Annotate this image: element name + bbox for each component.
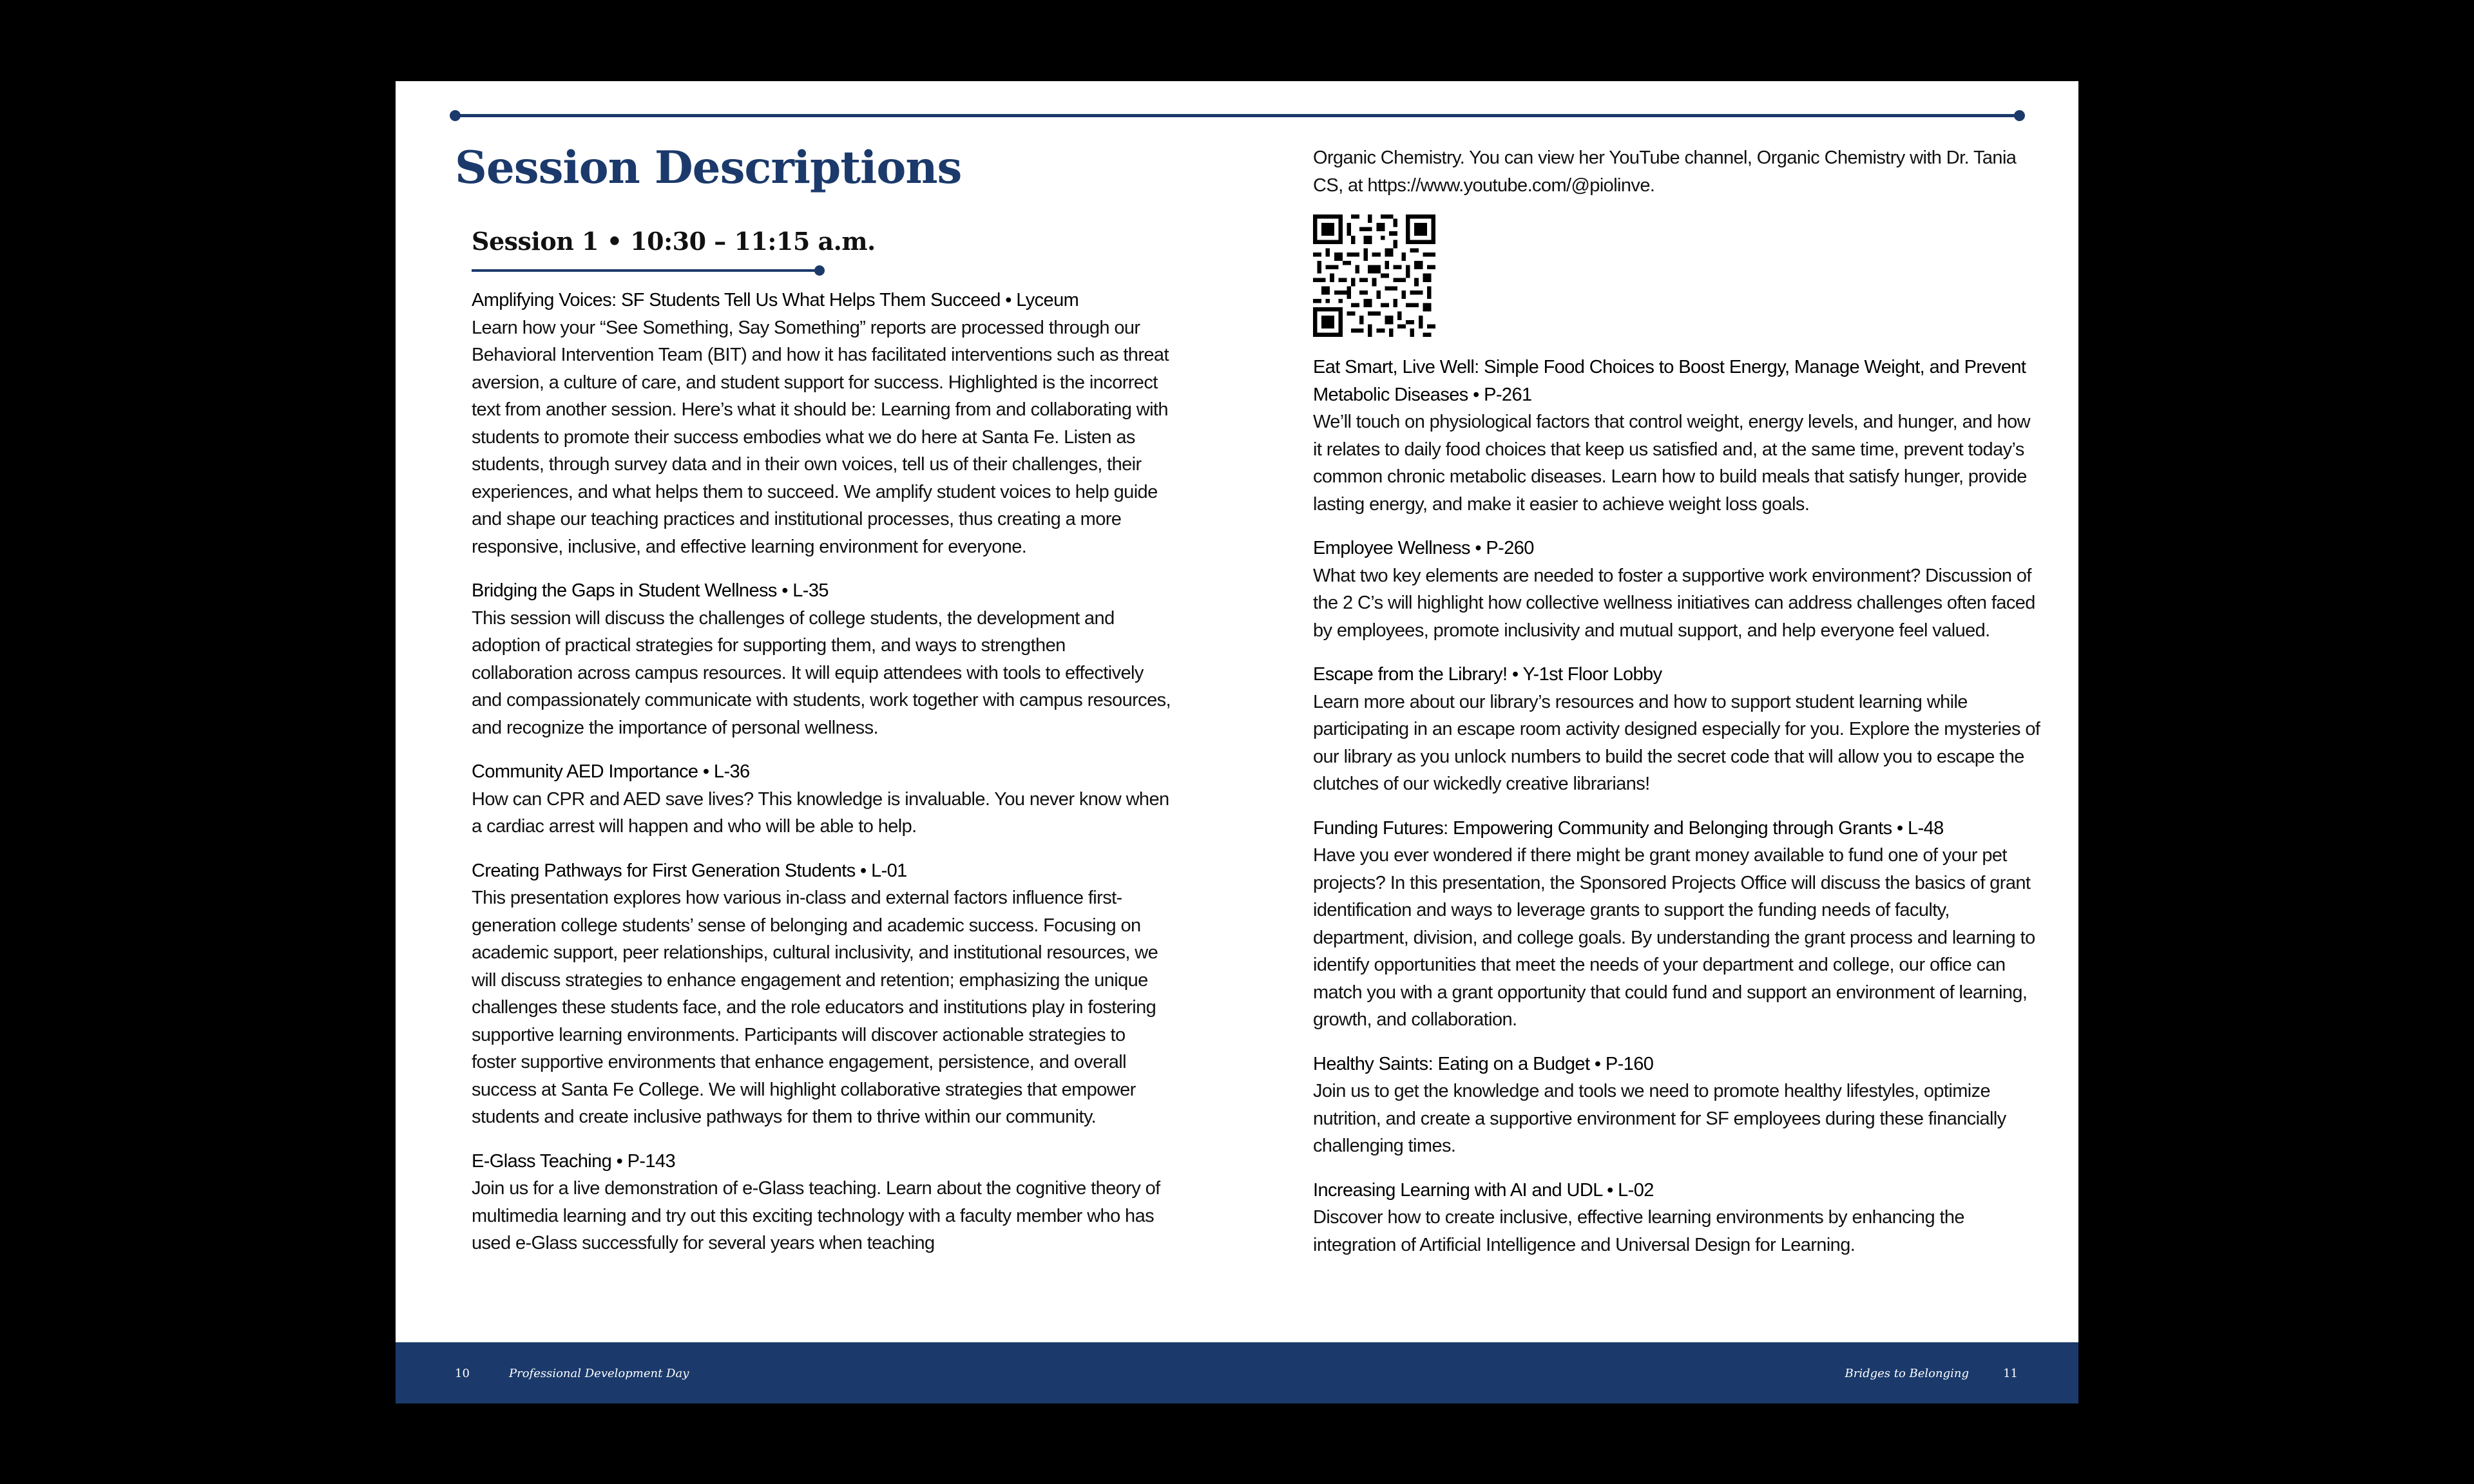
top-rule [455,114,2019,117]
page-title: Session Descriptions [455,142,962,194]
session-title: Increasing Learning with AI and UDL • L-02 [1313,1179,1654,1201]
qr-code-icon [1313,214,1435,337]
session-heading-rule-dot [814,265,825,276]
session-title: Employee Wellness • P-260 [1313,538,1534,558]
session-heading: Session 1 • 10:30 – 11:15 a.m. [472,227,876,256]
footer-bar [396,1342,2078,1403]
session-entry [472,758,1171,841]
session-title: Escape from the Library! • Y-1st Floor Lobby [1313,664,1662,685]
footer-left-title: Professional Development Day [509,1367,689,1380]
session-title: Bridging the Gaps in Student Wellness • L-35 [472,580,829,601]
booklet-spread [396,81,2078,1403]
session-title: Funding Futures: Empowering Community and Belonging through Grants • L-48 [1313,817,1944,839]
session-entry [1313,815,2041,1034]
session-entry [472,577,1171,741]
session-description: How can CPR and AED save lives? This knowledge is invaluable. You never know when a cardiac arrest will happen and who will be able to help. [472,788,1169,837]
session-title: Creating Pathways for First Generation Students • L-01 [472,860,907,881]
right-column [1313,144,2041,1275]
session-description: Have you ever wondered if there might be grant money available to fund one of your pet projects? In this presentation, the Sponsored Projects Office will discuss the basics of grant identification and ways to leverage grants to support the funding needs of faculty, department, division, and college goals. By understanding the grant process and learning to identify opportunities that meet the needs of your department and college, our office can match you with a grant opportunity that could fund and support an environment of learning, growth, and collaboration. [1313,845,2035,1030]
session-entry [1313,661,2041,798]
session-title: Eat Smart, Live Well: Simple Food Choices to Boost Energy, Manage Weight, and Prevent Metabolic Diseases • P-261 [1313,357,2026,405]
session-description: This presentation explores how various in-class and external factors influence first-generation college students’ sense of belonging and academic success. Focusing on academic support, peer relationships, cultural inclusivity, and institutional resources, we will discuss strategies to enhance engagement and retention; emphasizing the unique challenges these students face, and the role educators and institutions play in fostering supportive learning environments. Participants will discover actionable strategies to foster supportive environments that enhance engagement, persistence, and overall success at Santa Fe College. We will highlight collaborative strategies that empower students and create inclusive pathways for them to thrive within our community. [472,888,1158,1127]
left-column [472,287,1171,1274]
session-description: Join us to get the knowledge and tools we need to promote healthy lifestyles, optimize nutrition, and create a supportive environment for SF employees during these financially challenging times. [1313,1081,2006,1156]
footer-right-title: Bridges to Belonging [1845,1367,1969,1380]
session-entry [472,1148,1171,1257]
session-description: Join us for a live demonstration of e-Glass teaching. Learn about the cognitive theory of multimedia learning and try out this exciting technology with a faculty member who has used e-Glass successfully for several years when teaching [472,1178,1160,1253]
session-entry [472,857,1171,1131]
top-rule-left-dot [450,110,461,121]
session-heading-rule [472,269,818,272]
top-rule-right-dot [2014,110,2025,121]
session-description: What two key elements are needed to foster a supportive work environment? Discussion of the 2 C’s will highlight how collective wellness initiatives can address challenges often faced by employees, promote inclusivity and mutual support, and help everyone feel valued. [1313,565,2035,641]
continued-session-text: Organic Chemistry. You can view her YouTube channel, Organic Chemistry with Dr. Tania CS, at https://www.youtube.com/@piolinve. [1313,147,2017,196]
session-entry [1313,1051,2041,1160]
session-description: Discover how to create inclusive, effective learning environments by enhancing the integration of Artificial Intelligence and Universal Design for Learning. [1313,1207,1964,1255]
session-description: We’ll touch on physiological factors that control weight, energy levels, and hunger, and how it relates to daily food choices that keep us satisfied and, at the same time, prevent today’s common chronic metabolic diseases. Learn how to build meals that satisfy hunger, provide lasting energy, and make it easier to achieve weight loss goals. [1313,412,2031,515]
left-page-number: 10 [455,1367,470,1380]
session-description: This session will discuss the challenges of college students, the development and adoption of practical strategies for supporting them, and ways to strengthen collaboration across campus resources. It will equip attendees with tools to effectively and compassionately communicate with students, work together with campus resources, and recognize the importance of personal wellness. [472,607,1171,738]
right-page-number: 11 [2003,1367,2018,1380]
session-description: Learn how your “See Something, Say Something” reports are processed through our Behavioral Intervention Team (BIT) and how it has facilitated interventions such as threat aversion, a culture of care, and student support for success. Highlighted is the incorrect text from another session. Here’s what it should be: Learning from and collaborating with students to promote their success embodies what we do here at Santa Fe. Listen as students, through survey data and in their own voices, tell us of their challenges, their experiences, and what helps them to succeed. We amplify student voices to help guide and shape our teaching practices and institutional processes, thus creating a more responsive, inclusive, and effective learning environment for everyone. [472,317,1169,557]
session-description: Learn more about our library’s resources and how to support student learning while participating in an escape room activity designed especially for you. Explore the mysteries of our library as you unlock numbers to build the secret code that will allow you to escape the clutches of our wickedly creative librarians! [1313,691,2040,794]
session-entry [472,287,1171,560]
session-entry [1313,354,2041,518]
session-title: Amplifying Voices: SF Students Tell Us What Helps Them Succeed • Lyceum [472,290,1079,310]
session-title: Healthy Saints: Eating on a Budget • P-160 [1313,1053,1654,1074]
session-title: E-Glass Teaching • P-143 [472,1150,675,1172]
session-entry [1313,535,2041,644]
session-entry [1313,1177,2041,1259]
session-title: Community AED Importance • L-36 [472,761,750,782]
